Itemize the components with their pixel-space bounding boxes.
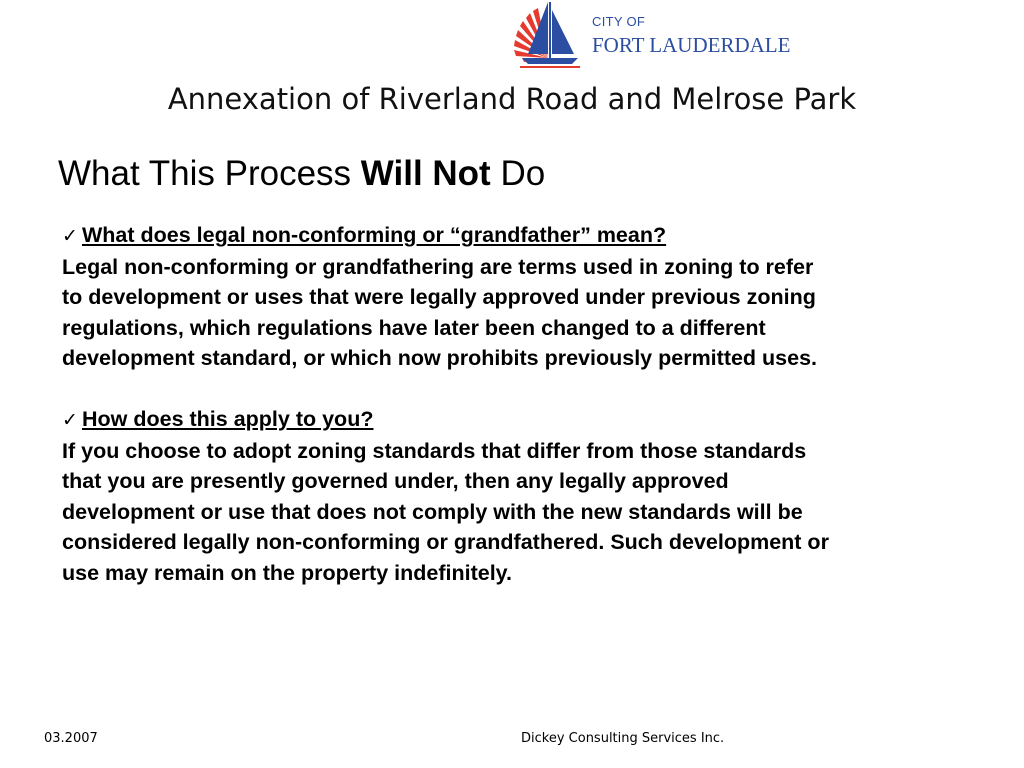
answer-2-line: use may remain on the property indefinitely. [62,560,513,585]
section-spacer [62,374,1002,405]
subtitle-text-bold: Will Not [360,154,491,193]
answer-2-line: considered legally non-conforming or grandfathered. Such development or [62,530,829,554]
footer-company: Dickey Consulting Services Inc. [521,731,725,746]
question-1-text: What does legal non-conforming or “grandfather” mean? [82,223,667,247]
answer-2-line: If you choose to adopt zoning standards that differ from those standards [62,438,807,463]
answer-2-line: development or use that does not comply with the new standards will be [62,499,803,524]
answer-1-line: regulations, which regulations have later been changed to a different [62,315,766,340]
answer-2 [62,436,1002,589]
question-2-text: How does this apply to you? [82,407,374,431]
answer-2-line: that you are presently governed under, then any legally approved [62,469,729,493]
slide-title: Annexation of Riverland Road and Melrose Park [167,82,857,116]
slide-subtitle [58,154,545,194]
city-logo [512,0,842,70]
answer-1-line: development standard, or which now prohibits previously permitted uses. [62,346,818,370]
answer-1-line: to development or uses that were legally approved under previous zoning [62,285,816,309]
sailboat-sun-logo-icon [512,0,584,70]
question-2 [62,404,1002,436]
subtitle-text-pre: What This Process [58,154,361,193]
slide-body [62,220,1002,588]
checkmark-icon: ✓ [62,409,78,431]
subtitle-text-post: Do [490,154,546,193]
answer-1 [62,252,1002,374]
checkmark-icon: ✓ [62,225,78,247]
question-1 [62,220,1002,252]
logo-city-label: CITY OF [592,14,646,29]
answer-1-line: Legal non-conforming or grandfathering are terms used in zoning to refer [62,254,814,279]
logo-city-name: FORT LAUDERDALE [592,33,791,57]
footer-date: 03.2007 [44,731,98,746]
